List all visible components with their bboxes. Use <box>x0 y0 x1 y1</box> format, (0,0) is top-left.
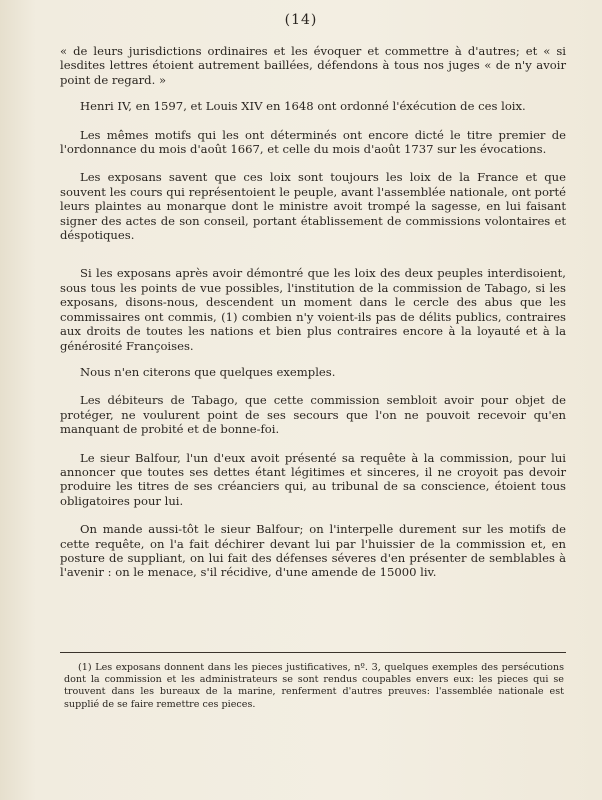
paragraph-si-les-exposans: Si les exposans après avoir démontré que les loix des deux peuples interdisoient, sous tous les points de vue possibles, l'institution de la commission de Tabago, si les exposans, disons-nous, descendent un moment dans le cercle des abus que les commissaires ont commis, (1) combien n'y voient-ils pas de délits publics, contraires aux droits de toutes les nations et bien plus contraires encore à la loyauté et à la générosité Françoises. <box>60 266 566 353</box>
paragraph-sieur-balfour: Le sieur Balfour, l'un d'eux avoit présenté sa requête à la commission, pour lui annoncer que toutes ses dettes étant légitimes et sinceres, il ne croyoit pas devoir produire les titres de ses créanciers qui, au tribunal de sa conscience, étoient tous obligatoires pour lui. <box>60 450 566 508</box>
paragraph-henri-louis: Henri IV, en 1597, et Louis XIV en 1648 ont ordonné l'éxécution de ces loix. <box>80 99 526 114</box>
paragraph-nous-citerons: Nous n'en citerons que quelques exemples. <box>80 364 336 379</box>
paragraph-quote-continuation: « de leurs jurisdictions ordinaires et les évoquer et commettre à d'autres; et « si lesdites lettres étoient autrement baillées, défendons à tous nos juges « de n'y avoir point de regard. » <box>60 44 566 87</box>
paragraph-motifs: Les mêmes motifs qui les ont déterminés ont encore dicté le titre premier de l'ordonnance du mois d'août 1667, et celle du mois d'août 1737 sur les évocations. <box>60 127 566 157</box>
body-text <box>60 44 566 580</box>
footnote: (1) Les exposans donnent dans les pieces justificatives, nº. 3, quelques exemples des persécutions dont la commission et les administrateurs se sont rendus coupables envers eux: les pieces qui se trouvent dans les bureaux de la marine, renferment d'autres preuves: l'assemblée nationale est supplié de se faire remettre ces pieces. <box>64 662 564 710</box>
footnote-divider <box>60 652 566 653</box>
paragraph-debiteurs: Les débiteurs de Tabago, que cette commission sembloit avoir pour objet de protéger, ne voulurent point de ses secours que l'on ne pouvoit recevoir qu'en manquant de probité et de bonne-foi. <box>60 393 566 437</box>
paragraph-exposans-savent: Les exposans savent que ces loix sont toujours les loix de la France et que souvent les cours qui représentoient le peuple, avant l'assemblée nationale, ont porté leurs plaintes au monarque dont le ministre avoit trompé la sagesse, en lui faisant signer des actes de son conseil, portant établissement de commissions volontaires et déspotiques. <box>60 170 566 243</box>
paragraph-on-mande: On mande aussi-tôt le sieur Balfour; on l'interpelle durement sur les motifs de cette requête, on l'a fait déchirer devant lui par l'huissier de la commission et, en posture de suppliant, on lui fait des défenses séveres d'en présenter de semblables à l'avenir : on le menace, s'il récidive, d'une amende de 15000 liv. <box>60 522 566 580</box>
page-number: (14) <box>284 12 318 28</box>
